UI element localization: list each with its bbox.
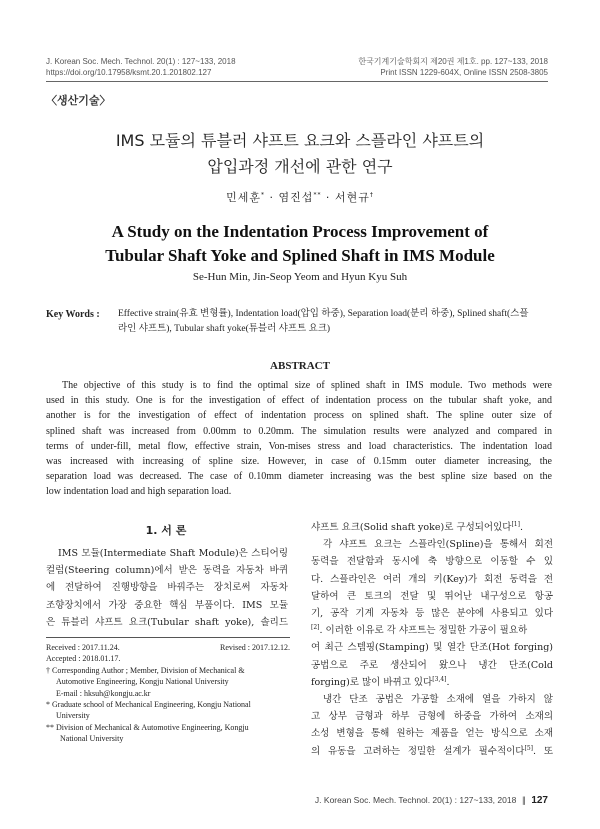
abstract-line: another is for the investigation of effect of indentation process on splined shaft. The spline outer size of <box>46 410 552 422</box>
author-separator: · <box>265 191 279 204</box>
doi-link[interactable]: https://doi.org/10.17958/ksmt.20.1.201802.127 <box>46 68 212 77</box>
affiliation-graduate-line2: University <box>56 711 90 721</box>
intro-line: 은 튜블러 샤프트 요크(Tubular shaft yoke), 솔리드 <box>46 616 288 628</box>
text-span: . 또 <box>532 745 554 757</box>
corresponding-author-line1: † Corresponding Author ; Member, Division of Mechanical & <box>46 665 245 675</box>
intro-line: IMS 모듈(Intermediate Shaft Module)은 스티어링 <box>58 548 288 559</box>
author-1: 민세훈 <box>226 191 262 204</box>
abstract-line: splined shaft was increased from 0.00mm to 0.20mm. The simulation results were analyzed and compared in <box>46 425 552 437</box>
korean-title-line1: IMS 모듈의 튜블러 샤프트 요크와 스플라인 샤프트의 <box>115 131 485 150</box>
intro-line: 조향장치에서 가장 중요한 핵심 부품이다. IMS 모듈 <box>46 599 288 611</box>
author-2-mark: ** <box>313 191 322 199</box>
abstract-line: low indentation load and high separation load. <box>46 486 232 498</box>
footer-citation: J. Korean Soc. Mech. Technol. 20(1) : 127~133, 2018 <box>314 795 517 805</box>
citation-ref[interactable]: [5] <box>524 744 533 752</box>
right-lines-a <box>311 536 553 622</box>
header-divider <box>46 81 548 82</box>
intro-left-column <box>46 545 288 631</box>
corresponding-author-email[interactable]: E-mail : hksuh@kongju.ac.kr <box>56 688 151 698</box>
author-1-mark: * <box>261 191 266 199</box>
text-span: . <box>519 522 523 533</box>
korean-title <box>0 128 600 180</box>
page-number: 127 <box>531 795 548 806</box>
text-span: . 이러한 이유로 각 샤프트는 정밀한 가공이 필요하 <box>319 625 528 637</box>
right-paragraph-line <box>311 725 553 742</box>
korean-authors <box>0 189 600 205</box>
citation-ref[interactable]: [1] <box>511 520 520 528</box>
text-span: 샤프트 요크(Solid shaft yoke)로 구성되어있다 <box>311 522 512 533</box>
english-title <box>0 220 600 268</box>
intro-right-column <box>311 519 553 760</box>
abstract-heading: ABSTRACT <box>270 360 330 372</box>
keywords-line2: 라인 샤프트), Tubular shaft yoke(튜블러 샤프트 요크) <box>118 324 331 334</box>
page-footer <box>315 795 548 806</box>
journal-citation-korean: 한국기계기술학회지 제20권 제1호. pp. 127~133, 2018 <box>358 57 548 66</box>
running-header-right <box>358 56 548 78</box>
author-separator: · <box>321 191 335 204</box>
text-span: . <box>446 676 450 688</box>
author-3: 서현규 <box>334 191 370 204</box>
footnotes <box>46 642 290 745</box>
intro-line: 에 전달하여 진행방향을 바꿔주는 장치로써 자동차 <box>46 582 288 594</box>
right-paragraph-line <box>311 708 553 725</box>
issn-info: Print ISSN 1229-604X, Online ISSN 2508-3805 <box>380 68 548 77</box>
right-paragraph-line: 기, 공작 기계 자동차 등 많은 분야에 사용되고 있다 <box>311 608 553 620</box>
right-paragraph-line: 각 샤프트 요크는 스플라인(Spline)을 통해서 회전 <box>323 539 553 551</box>
revised-date: Revised : 2017.12.12. <box>220 643 290 652</box>
right-paragraph-line: 다. 스플라인은 여러 개의 키(Key)가 회전 동력을 전 <box>311 573 553 585</box>
right-paragraph-line: 공법으로 주로 생산되어 왔으나 냉간 단조(Cold <box>311 659 553 671</box>
abstract-line: terms of under-fill, metal flow, effective strain, Von-mises stress and load characteristics. The indentation load <box>46 440 552 452</box>
korean-title-line2: 압입과정 개선에 관한 연구 <box>207 157 393 176</box>
right-paragraph-line: 달하여 큰 토크의 전달 및 뛰어난 내구성으로 항공 <box>311 590 553 602</box>
journal-citation: J. Korean Soc. Mech. Technol. 20(1) : 127~133, 2018 <box>46 57 236 66</box>
text-span: 의 유동을 고려하는 정밀한 설계가 필수적이다 <box>311 745 525 757</box>
abstract-body <box>46 378 552 500</box>
category-label: 〈생산기술〉 <box>46 94 111 107</box>
footnote-divider <box>46 637 290 638</box>
dates-row <box>46 642 290 653</box>
right-paragraph-line <box>311 743 553 760</box>
author-3-mark: † <box>369 191 374 199</box>
text-span: forging)로 많이 바뀌고 있다 <box>311 676 433 688</box>
affiliation-division-line2: National University <box>60 734 124 744</box>
abstract-line: separation load was decreased. The case of 0.10mm diameter increasing was the best spline size based on the <box>46 471 552 483</box>
right-lines-c <box>311 639 553 673</box>
section-heading: 1. 서 론 <box>145 524 187 537</box>
text-span: 냉간 단조 공법은 가공할 소재에 열을 가하지 않 <box>323 694 553 706</box>
right-paragraph-line: 여 최근 스템핑(Stamping) 및 열간 단조(Hot forging) <box>311 642 553 654</box>
right-paragraph-line <box>311 691 553 708</box>
right-paragraph-line: 동력을 전달함과 동시에 축 방향으로 이동할 수 있 <box>311 556 553 568</box>
english-title-line2: Tubular Shaft Yoke and Splined Shaft in IMS Module <box>105 246 495 265</box>
keywords-label: Key Words : <box>46 309 100 320</box>
corresponding-author-line2: Automotive Engineering, Kongju National University <box>56 677 229 687</box>
english-authors: Se-Hun Min, Jin-Seop Yeom and Hyun Kyu Suh <box>192 271 408 283</box>
right-paragraph-line <box>311 622 553 639</box>
right-paragraph-line <box>311 519 553 536</box>
abstract-line: The objective of this study is to find the optimal size of splined shaft in IMS module. Two methods were <box>62 380 552 391</box>
footer-divider: ∥ <box>521 795 526 805</box>
accepted-date: Accepted : 2018.01.17. <box>46 654 121 664</box>
affiliation-graduate-line1: * Graduate school of Mechanical Engineering, Kongju National <box>46 700 251 710</box>
author-2: 염진섭 <box>278 191 314 204</box>
right-paragraph-line <box>311 674 553 691</box>
text-span: 고 상부 금형과 하부 금형에 하중을 가하여 소재의 <box>311 711 553 723</box>
english-title-line1: A Study on the Indentation Process Improvement of <box>111 222 489 241</box>
text-span: 소성 변형을 통해 원하는 제품을 얻는 방식으로 소재 <box>311 728 553 740</box>
citation-ref[interactable]: [3,4] <box>432 675 447 683</box>
abstract-line: used in this study. One is for the investigation of effect of indentation process on the tubular shaft yoke, and <box>46 395 552 407</box>
running-header-left <box>46 56 236 78</box>
right-lines-e <box>311 691 553 760</box>
affiliation-division-line1: ** Division of Mechanical & Automotive Engineering, Kongju <box>46 722 249 732</box>
citation-ref[interactable]: [2] <box>311 624 320 632</box>
intro-line: 컬럼(Steering column)에서 받은 동력을 자동차 바퀴 <box>46 565 288 577</box>
keywords-line1: Effective strain(유효 변형률), Indentation load(압입 하중), Separation load(분리 하중), Splined shaft(스플 <box>118 309 529 319</box>
received-date: Received : 2017.11.24. <box>46 643 120 652</box>
abstract-line: was increased with increasing of spline size. However, in case of 0.15mm outer diameter increasing, the <box>46 456 552 468</box>
